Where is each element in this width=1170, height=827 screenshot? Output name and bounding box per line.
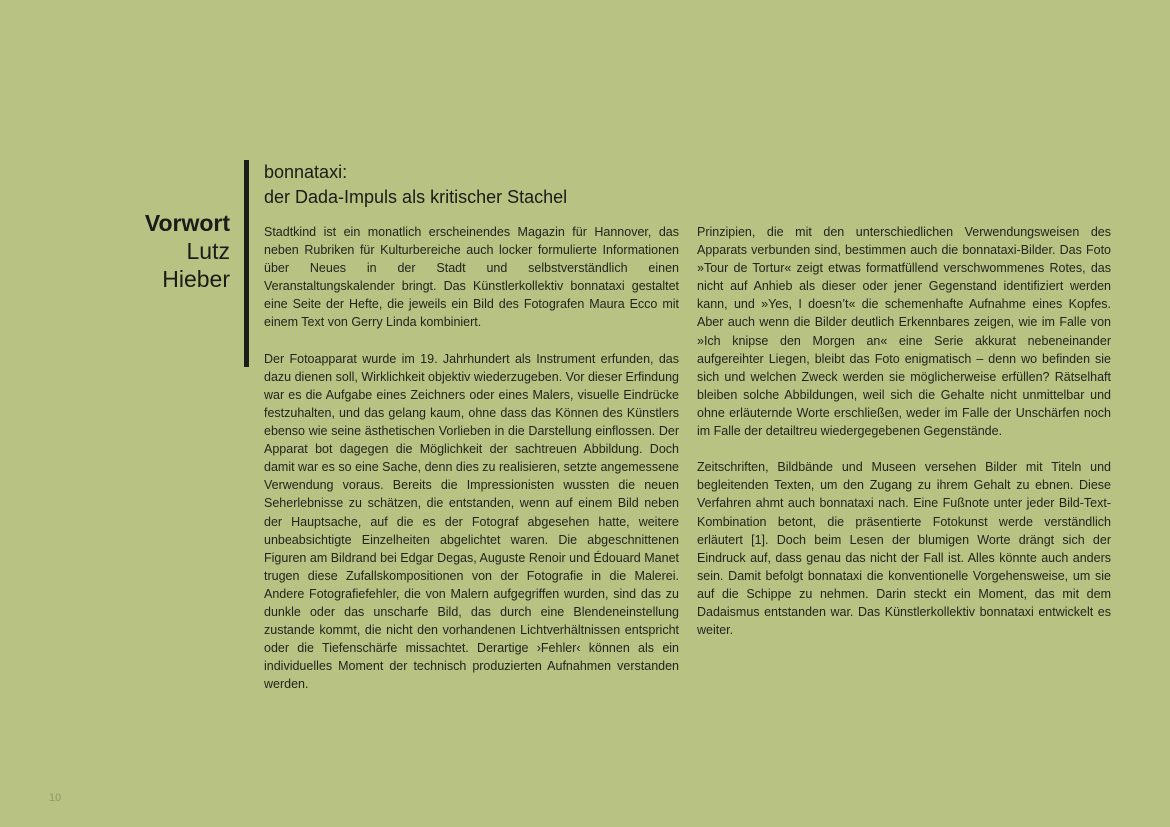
article-title-line-1: bonnataxi: xyxy=(264,162,348,182)
paragraph: Stadtkind ist ein monatlich erscheinendes Magazin für Hannover, das neben Rubriken für Kulturbereiche auch locker formulierte Informationen über Neues in der Stadt und selbstverständlich einen Veranstaltungskalender bringt. Das Künstlerkollektiv bonnataxi gestaltet eine Seite der Hefte, die jeweils ein Bild des Fotografen Maura Ecco mit einem Text von Gerry Linda kombiniert. xyxy=(264,225,679,330)
right-column xyxy=(697,223,1111,657)
paragraph: Der Fotoapparat wurde im 19. Jahrhundert als Instrument erfunden, das dazu dienen soll, Wirklichkeit objektiv wiederzugeben. Vor dieser Erfindung war es die Aufgabe eines Zeichners oder eines Malers, visuelle Eindrücke festzuhalten, und das gelang kaum, ohne dass das Können des Künstlers ebenso wie seine ästhetischen Vorlieben in die Darstellung einflossen. Der Apparat bot dagegen die Möglichkeit der sachtreuen Abbildung. Doch damit war es so eine Sache, denn dies zu realisieren, setzte angemessene Verwendung voraus. Bereits die Impressionisten wussten die neuen Seherlebnisse zu schätzen, die entstanden, wenn auf einem Bild neben der Hauptsache, auf die es der Fotograf abgesehen hatte, weitere unbeabsichtigte Einzelheiten abgelichtet waren. Die abgeschnittenen Figuren am Bildrand bei Edgar Degas, Auguste Renoir und Édouard Manet trugen diese Zufallskompositionen von der Fotografie in die Malerei. Andere Fotografiefehler, die von Malern aufgegriffen wurden, sind das zu dunkle oder das unscharfe Bild, das durch eine Blendeneinstellung zustande kommt, die nicht den vorhandenen Lichtverhältnissen entspricht oder die Tiefenschärfe missachtet. Derartige ›Fehler‹ können als ein individuelles Moment der technisch produzierten Aufnahmen verstanden werden. xyxy=(264,351,679,692)
article-title xyxy=(264,160,567,210)
left-column xyxy=(264,223,679,712)
paragraph: Zeitschriften, Bildbände und Museen versehen Bilder mit Titeln und begleitenden Texten, um den Zugang zu ihrem Gehalt zu ebnen. Diese Verfahren ahmt auch bonnataxi nach. Eine Fußnote unter jeder Bild-Text-Kombination betont, die präsentierte Fotokunst werde verständlich erläutert [1]. Doch beim Lesen der blumigen Worte drängt sich der Eindruck auf, dass genau das nicht der Fall ist. Alles könnte auch anders sein. Damit befolgt bonnataxi die konventionelle Vorgehensweise, um sie auf die Schippe zu nehmen. Darin steckt ein Moment, das mit dem Dadaismus entstanden war. Das Künstlerkollektiv bonnataxi entwickelt es weiter. xyxy=(697,460,1111,638)
author-first-name: Lutz xyxy=(186,238,230,264)
section-title: Vorwort xyxy=(144,210,230,236)
vertical-rule xyxy=(244,160,249,367)
paragraph: Prinzipien, die mit den unterschiedlichen Verwendungsweisen des Apparats verbunden sind, bestimmen auch die bonnataxi-Bilder. Das Foto »Tour de Tortur« zeigt etwas formatfüllend verschwommenes Rotes, das nicht auf Anhieb als dieser oder jener Gegenstand identifiziert werden kann, und »Yes, I doesn’t« die schemenhafte Aufnahme eines Kopfes. Aber auch wenn die Bilder deutlich Erkennbares zeigen, wie im Falle von »Ich knipse den Morgen an« eine Serie akkurat nebeneinander aufgereihter Liegen, bleibt das Foto enigmatisch – denn wo befinden sie sich und welchen Zweck werden sie möglicherweise erfüllen? Rätselhaft bleiben solche Abbildungen, weil sich die Gehalte nicht unmittelbar und ohne erläuternde Worte erschließen, weder im Falle der Unschärfen noch im Falle der detailtreu wiedergegebenen Gegenstände. xyxy=(697,225,1111,439)
author-last-name: Hieber xyxy=(162,266,230,292)
article-title-line-2: der Dada-Impuls als kritischer Stachel xyxy=(264,187,568,207)
side-heading xyxy=(145,209,230,293)
page-number: 10 xyxy=(49,792,62,804)
